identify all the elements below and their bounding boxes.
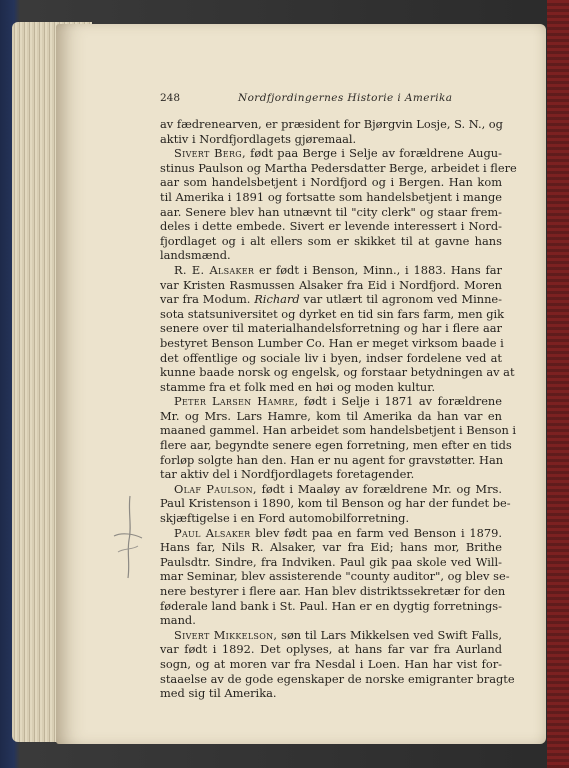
- line-text: deles i dette embede. Sivert er levende interessert i Nord-: [160, 219, 502, 234]
- text-line: [160, 584, 506, 599]
- text-line: [160, 613, 502, 628]
- line-text: Hans far, Nils R. Alsaker, var fra Eid; hans mor, Brithe: [160, 540, 502, 555]
- line-text: mar Seminar, blev assisterende "county auditor", og blev se-: [160, 569, 510, 584]
- line-text: Paul Kristenson i 1890, kom til Benson og har der fundet be-: [160, 496, 511, 511]
- text-line: [160, 219, 502, 234]
- line-text: med sig til Amerika.: [160, 686, 277, 701]
- body-text: [160, 117, 517, 701]
- text-line: [160, 234, 502, 249]
- text-line: [160, 540, 502, 555]
- line-text: mand.: [160, 613, 196, 628]
- line-text: fjordlaget og i alt ellers som er skikket til at gavne hans: [160, 233, 502, 248]
- person-name: R. E. Alsaker: [174, 262, 255, 277]
- line-text: Mr. og Mrs. Lars Hamre, kom til Amerika da han var en: [160, 408, 502, 423]
- text-line: [160, 146, 502, 161]
- text-line: [160, 394, 502, 409]
- line-text: nere bestyrer i flere aar. Han blev distriktssekretær for den: [160, 584, 506, 598]
- text-line: [160, 292, 502, 307]
- line-text: sota statsuniversitet og dyrket en tid sin fars farm, men gik: [160, 306, 505, 321]
- line-text: føderale land bank i St. Paul. Han er en dygtig forretnings-: [160, 598, 502, 613]
- line-text: til Amerika i 1891 og fortsatte som handelsbetjent i mange: [160, 189, 502, 204]
- text-line: [160, 336, 502, 351]
- text-line: [160, 248, 502, 263]
- book-cover-edge: [547, 0, 569, 768]
- line-text: født i Selje i 1871 av forældrene: [298, 394, 503, 409]
- text-line: [160, 380, 502, 395]
- page-header: [160, 92, 502, 108]
- text-line: [160, 657, 502, 672]
- text-line: [160, 278, 502, 293]
- text-line: [160, 496, 511, 511]
- line-text: aar som handelsbetjent i Nordfjord og i Bergen. Han kom: [160, 175, 502, 190]
- line-text: landsmænd.: [160, 248, 231, 263]
- text-line: [160, 526, 502, 541]
- text-line: [160, 467, 502, 482]
- text-line: [160, 423, 517, 438]
- text-line: [160, 306, 505, 322]
- text-line: [160, 438, 512, 453]
- line-text: tar aktiv del i Nordfjordlagets foretagender.: [160, 467, 415, 482]
- text-line: [160, 409, 502, 424]
- person-name: Peter Larsen Hamre,: [174, 394, 299, 409]
- line-text: sogn, og at moren var fra Nesdal i Loen. Han har vist for-: [160, 656, 502, 671]
- text-line: [160, 482, 502, 497]
- line-text-continued: var utlært til agronom ved Minne-: [299, 292, 502, 307]
- line-text: aktiv i Nordfjordlagets gjøremaal.: [160, 131, 357, 146]
- running-head: Nordfjordingernes Historie i Amerika: [238, 92, 453, 104]
- text-line: [160, 175, 502, 190]
- line-text: var født i 1892. Det oplyses, at hans far var fra Aurland: [160, 642, 502, 657]
- text-line: [160, 132, 502, 147]
- text-line: [160, 686, 502, 701]
- page-number: 248: [160, 92, 181, 104]
- line-text: blev født paa en farm ved Benson i 1879.: [250, 525, 502, 540]
- text-line: [160, 511, 502, 526]
- person-name: Olaf Paulson,: [174, 481, 257, 496]
- line-text: var Kristen Rasmussen Alsaker fra Eid i Nordfjord. Moren: [160, 277, 502, 292]
- text-line: [160, 569, 510, 584]
- line-text: senere over til materialhandelsforretning og har i flere aar: [160, 321, 502, 336]
- line-text: bestyret Benson Lumber Co. Han er meget virksom baade i: [160, 335, 504, 350]
- line-text: aar. Senere blev han utnævnt til "city clerk" og staar frem-: [160, 204, 502, 219]
- person-name: Sivert Mikkelson,: [174, 627, 278, 642]
- line-text: var fra Modum.: [160, 292, 251, 307]
- text-line: [160, 628, 502, 643]
- line-text: flere aar, begyndte senere egen forretning, men efter en tids: [160, 438, 512, 453]
- line-text: stinus Paulson og Martha Pedersdatter Berge, arbeidet i flere: [160, 160, 517, 175]
- text-line: [160, 351, 502, 366]
- line-text: maaned gammel. Han arbeidet som handelsbetjent i Benson i: [160, 423, 517, 438]
- line-text: skjæftigelse i en Ford automobilforretning.: [160, 511, 410, 526]
- text-line: [160, 599, 502, 614]
- text-line: [160, 205, 502, 220]
- line-text: søn til Lars Mikkelsen ved Swift Falls,: [277, 627, 502, 642]
- line-text: stamme fra et folk med en høi og moden kultur.: [160, 379, 436, 394]
- line-text: født paa Berge i Selje av forældrene Augu-: [245, 146, 502, 161]
- text-line: [160, 671, 515, 687]
- text-line: [160, 263, 502, 278]
- text-line: [160, 190, 502, 205]
- line-text: av fædrenearven, er præsident for Bjørgvin Losje, S. N., og: [160, 117, 503, 131]
- text-line: [160, 453, 502, 468]
- italic-name: Richard: [254, 292, 300, 307]
- line-text: født i Maaløy av forældrene Mr. og Mrs.: [256, 481, 502, 496]
- text-line: [160, 365, 515, 380]
- line-text: forløp solgte han den. Han er nu agent for gravstøtter. Han: [160, 452, 504, 467]
- line-text: er født i Benson, Minn., i 1883. Hans far: [254, 262, 502, 277]
- line-text: det offentlige og sociale liv i byen, indser fordelene ved at: [160, 350, 502, 365]
- person-name: Sivert Berg,: [174, 146, 246, 161]
- person-name: Paul Alsaker: [174, 525, 251, 540]
- text-line: [160, 321, 502, 336]
- text-line: [160, 555, 502, 570]
- pencil-margin-mark: [108, 492, 148, 582]
- line-text: Paulsdtr. Sindre, fra Indviken. Paul gik paa skole ved Will-: [160, 554, 502, 569]
- text-line: [160, 642, 502, 657]
- text-line: [160, 160, 517, 176]
- line-text: kunne baade norsk og engelsk, og forstaar betydningen av at: [160, 365, 515, 380]
- text-line: [160, 117, 502, 132]
- line-text: staaelse av de gode egenskaper de norske emigranter bragte: [160, 671, 515, 686]
